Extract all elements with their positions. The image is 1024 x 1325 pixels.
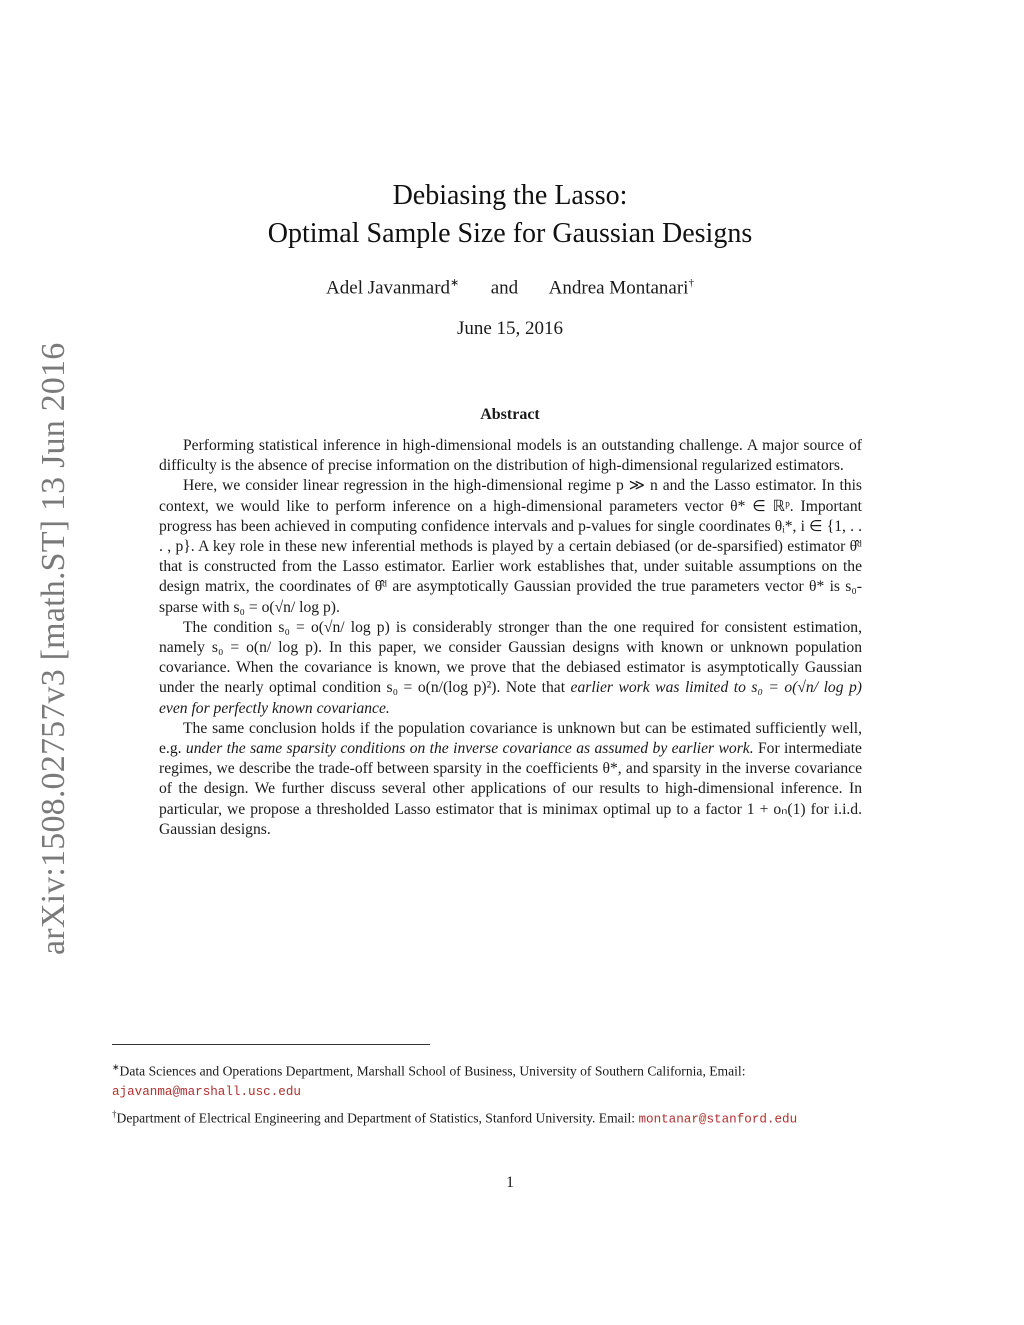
abstract-emphasis-earlier-work: earlier work was limited to s₀ = o(√n/ log p) even for perfectly known covariance. — [159, 679, 862, 717]
footnote-mark-dagger[interactable]: † — [688, 277, 694, 289]
abstract-paragraph-4 — [159, 719, 862, 840]
author-list — [160, 276, 860, 299]
abstract-paragraph-4-continuation: For intermediate regimes, we describe the trade-off between sparsity in the coefficients θ*, and sparsity in the inverse covariance of the design. We further discuss several other applications of our results to high-dimensional inference. In particular, we propose a thresholded Lasso estimator that is minimax optimal up to a factor 1 + oₙ(1) for i.i.d. Gaussian designs. — [159, 740, 862, 838]
email-link-montanari[interactable]: montanar@stanford.edu — [638, 1112, 798, 1127]
author-montanari: Andrea Montanari — [548, 277, 689, 299]
abstract-body — [159, 436, 862, 840]
footnote-mark-asterisk[interactable]: ∗ — [450, 277, 460, 289]
footnote-divider — [112, 1044, 430, 1045]
abstract-heading: Abstract — [480, 406, 540, 423]
author-conjunction: and — [490, 277, 519, 299]
page-number: 1 — [506, 1174, 514, 1191]
abstract-paragraph-4-text: The same conclusion holds if the population covariance is unknown but can be estimated sufficiently well, e.g. — [159, 719, 862, 758]
abstract-paragraph-3 — [159, 618, 862, 719]
footnote-1-mark: ∗ — [112, 1062, 120, 1072]
footnote-1 — [112, 1058, 908, 1102]
email-link-javanmard[interactable]: ajavanma@marshall.usc.edu — [112, 1084, 301, 1099]
abstract-paragraph-2: Here, we consider linear regression in the high-dimensional regime p ≫ n and the Lasso estimator. In this context, we would like to perform inference on a high-dimensional parameters vector θ* ∈ ℝᵖ. Important progress has been achieved in computing confidence intervals and p-values for single coordinates θᵢ*, i ∈ {1, . . . , p}. A key role in these new inferential methods is played by a certain debiased (or de-sparsified) estimator θ̂ᵈ that is constructed from the Lasso estimator. Earlier work establishes that, under suitable assumptions on the design matrix, the coordinates of θ̂ᵈ are asymptotically Gaussian provided the true parameters vector θ* is s₀-sparse with s₀ = o(√n/ log p). — [159, 477, 862, 616]
publication-date: June 15, 2016 — [456, 318, 564, 339]
footnote-2-text: Department of Electrical Engineering and Department of Statistics, Stanford University. Email: — [116, 1110, 636, 1126]
paper-title-line-2: Optimal Sample Size for Gaussian Designs — [267, 218, 753, 249]
abstract-emphasis-sparsity-conditions: under the same sparsity conditions on the inverse covariance as assumed by earlier work. — [185, 740, 754, 758]
abstract-paragraph-3-text: The condition s₀ = o(√n/ log p) is considerably stronger than the one required for consistent estimation, namely s₀ = o(n/ log p). In this paper, we consider Gaussian designs with known or unknown population covariance. When the covariance is known, we prove that the debiased estimator is asymptotically Gaussian under the nearly optimal condition s₀ = o(n/(log p)²). Note that — [159, 618, 862, 697]
author-javanmard: Adel Javanmard — [326, 277, 451, 299]
footnote-2 — [112, 1105, 908, 1130]
arxiv-identifier-stamp: arXiv:1508.02757v3 [math.ST] 13 Jun 2016 — [35, 342, 72, 955]
paper-title-line-1: Debiasing the Lasso: — [392, 180, 628, 211]
abstract-paragraph-1: Performing statistical inference in high-dimensional models is an outstanding challenge. A major source of difficulty is the absence of precise information on the distribution of high-dimensional regularized estimators. — [159, 437, 862, 475]
footnote-2-mark: † — [112, 1109, 117, 1119]
footnote-1-text: Data Sciences and Operations Department, Marshall School of Business, University of Southern California, Email: — [119, 1063, 746, 1079]
